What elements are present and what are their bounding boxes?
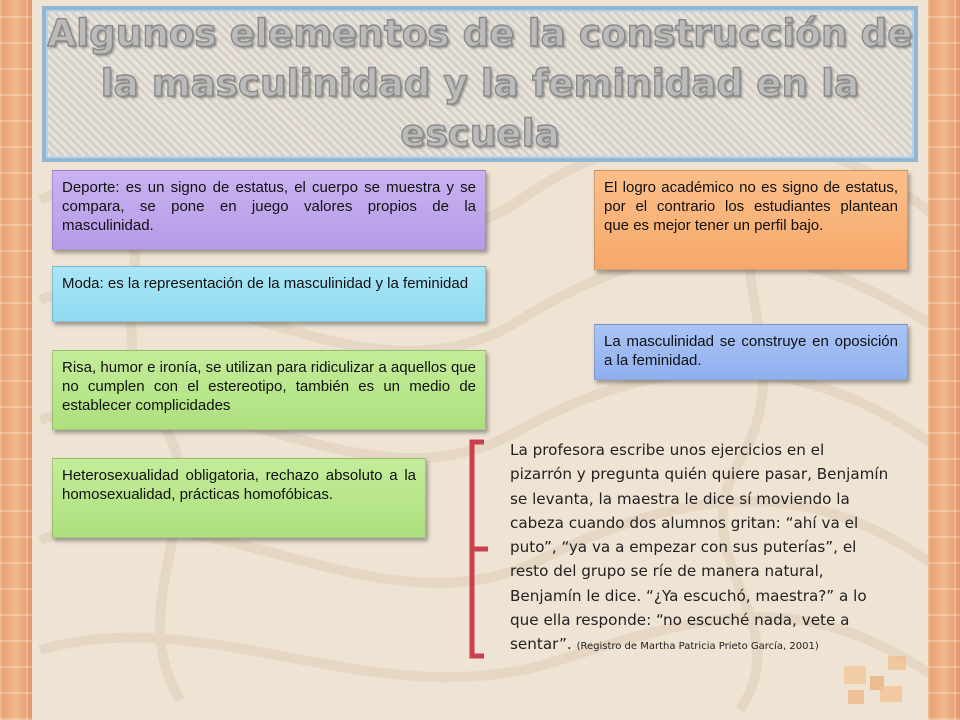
box-oposicion: La masculinidad se construye en oposición a la feminidad.: [594, 324, 908, 380]
box-logro-academico: El logro académico no es signo de estatus, por el contrario los estudiantes plantean que es mejor tener un perfil bajo.: [594, 170, 908, 270]
box-risa: Risa, humor e ironía, se utilizan para ridiculizar a aquellos que no cumplen con el estereotipo, también es un medio de establecer complicidades: [52, 350, 486, 430]
classroom-quote: [510, 438, 890, 660]
left-decorative-strip: [0, 0, 32, 720]
slide-title: Algunos elementos de la construcción de la masculinidad y la feminidad en la escuela: [47, 12, 913, 155]
box-deporte: Deporte: es un signo de estatus, el cuerpo se muestra y se compara, se pone en juego valores propios de la masculinidad.: [52, 170, 486, 250]
decorative-blocks: [840, 652, 912, 708]
title-banner: [42, 6, 918, 162]
quote-citation: (Registro de Martha Patricia Prieto García, 2001): [576, 641, 819, 653]
box-moda: Moda: es la representación de la masculinidad y la feminidad: [52, 266, 486, 322]
quote-text: La profesora escribe unos ejercicios en el pizarrón y pregunta quién quiere pasar, Benjamín se levanta, la maestra le dice sí moviendo la cabeza cuando dos alumnos gritan: “ahí va el puto”, “ya va a empezar con sus puterías”, el resto del grupo se ríe de manera natural, Benjamín le dice. “¿Ya escuchó, maestra?” a lo que ella responde: “no escuché nada, vete a sentar”.: [510, 441, 889, 654]
right-decorative-strip: [928, 0, 960, 720]
bracket-shape: [462, 438, 494, 666]
box-heterosexualidad: Heterosexualidad obligatoria, rechazo absoluto a la homosexualidad, prácticas homofóbicas.: [52, 458, 426, 538]
